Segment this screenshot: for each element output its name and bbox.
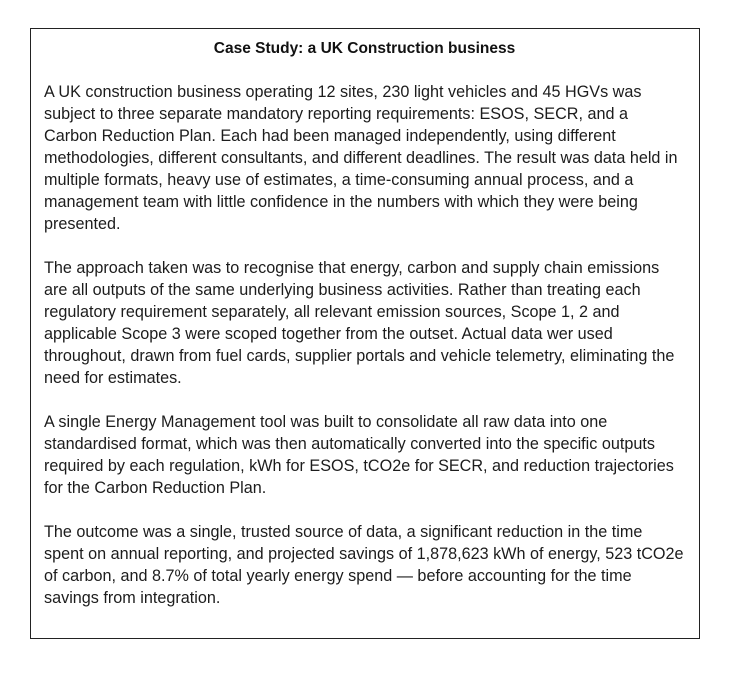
case-study-title: Case Study: a UK Construction business xyxy=(213,40,516,57)
case-study-paragraph-approach: The approach taken was to recognise that energy, carbon and supply chain emissions are all outputs of the same underlying business activities. Rather than treating each regulatory requirement separately, all relevant emission sources, Scope 1, 2 and applicable Scope 3 were scoped together from the outset. Actual data wer used throughout, drawn from fuel cards, supplier portals and vehicle telemetry, eliminating the need for estimates. xyxy=(44,259,675,387)
case-study-paragraph-tool: A single Energy Management tool was built to consolidate all raw data into one standardised format, which was then automatically converted into the specific outputs required by each regulation, kWh for ESOS, tCO2e for SECR, and reduction trajectories for the Carbon Reduction Plan. xyxy=(44,413,674,497)
case-study-paragraph-background: A UK construction business operating 12 sites, 230 light vehicles and 45 HGVs was subject to three separate mandatory reporting requirements: ESOS, SECR, and a Carbon Reduction Plan. Each had been managed independently, using different methodologies, different consultants, and different deadlines. The result was data held in multiple formats, heavy use of estimates, a time-consuming annual process, and a management team with little confidence in the numbers with which they were being presented. xyxy=(44,83,678,233)
case-study-box xyxy=(30,28,700,639)
case-study-paragraph-outcome: The outcome was a single, trusted source of data, a significant reduction in the time spent on annual reporting, and projected savings of 1,878,623 kWh of energy, 523 tCO2e of carbon, and 8.7% of total yearly energy spend — before accounting for the time savings from integration. xyxy=(44,523,684,607)
